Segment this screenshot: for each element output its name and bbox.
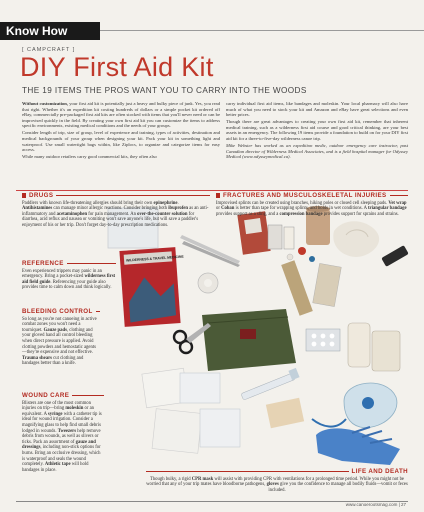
author-credit: Mike Webster has worked as an expedition medic, outdoor emergency care instructor, past Canadian director of Wilderness Medical Associates, and is a field hospital manager for Odyssey Medical (www.odysseymedical.ca). [226,143,408,160]
heading-rule [146,471,349,472]
kicker: [ CAMPCRAFT ] [22,47,76,53]
first-aid-kit-photo [90,205,416,470]
reference-section [19,259,119,293]
heading-rule [96,311,100,312]
wound-body: Blisters are one of the most common injuries on trip—bring moleskin or an equivalent. A syringe with a catheter tip is ideal for wound irrigation. Consider a magnifying glass to help find small debris lodged in wounds. Tweezers help remove debris from wounds, as well as slivers or ticks. Pack an assortment of gauze and dressings, including non-stick options for burns. Bring an occlusive dressing, which is waterproof and seals the wound completely. Athletic tape will hold bandages in place. [22,400,102,473]
intro-paragraph-1: Without customization, your first aid kit is potentially just a heavy and bulky piece of junk. Yes, you read that right. Whether it's an expedition kit costing hundreds of dollars or a simple pocket kit ordered off eBay, commercially pre-packaged first aid kits are often stocked with items that you'll never need or can be improvised quickly in the field. By creating your own first aid kit you can customize the items to address specific environments, existing medical conditions and the needs of your groups. [22,101,221,129]
wilderness-medicine-book [119,247,184,327]
fractures-heading: FRACTURES AND MUSCULOSKELETAL INJURIES [223,192,387,199]
intro-column-left [22,101,220,161]
bleeding-heading: BLEEDING CONTROL [22,308,93,315]
section-divider [16,190,408,191]
page-title: DIY First Aid Kit [20,52,214,82]
heading-rule [72,395,104,396]
fractures-section [216,193,408,217]
reference-heading: REFERENCE [22,260,64,267]
page-footer: www.canoerootsmag.com | 27 [345,502,406,507]
reference-heading-row [22,261,116,267]
heading-marker-icon [216,193,220,198]
pill-blister [306,329,340,351]
drugs-heading-row [22,193,210,199]
intro-paragraph-2: Consider length of trip, size of group, level of experience and training, types of activities, destination and medical backgrounds of your group when designing your kit. Pack your kit in something light and waterproof. Use small watertight bags within, like Ziplocs, to organize and categorize items for easy access. [22,130,220,153]
heading-marker-icon [22,193,26,198]
first-aid-items-illustration [90,205,416,470]
heading-rule [67,263,116,264]
life-heading: LIFE AND DEATH [351,468,408,475]
heading-rule [56,195,210,196]
bleeding-section [19,307,103,369]
section-tab [0,22,100,40]
life-and-death-section [146,469,408,493]
heading-rule [390,195,408,196]
green-first-aid-bag [202,309,296,371]
drugs-body: Paddlers with known life-threatening allergies should bring their own epinephrine. Antihistamines can manage minor allergic reactions. Consider bringing both ibuprofen as an anti-inflammatory and acetaminophen for pain management. An over-the-counter solution for diarrhea, acid reflux and nausea or vomiting won't save anyone's life, but will save a paddler's enjoyment of his or her trip. Don't forget day-to-day prescription medications. [22,200,209,228]
bleeding-body: So long as you're not canoeing in active combat zones you won't need a tourniquet. Gauze pads, clothing and your gloved hand all control bleeding when direct pressure is applied. Avoid clotting powders and hemostatic agents—they're expensive and not effective. Trauma shears cut clothing and bandages better than a knife. [22,316,97,367]
intro-lead: Without customization, [22,101,68,106]
reference-body: Even experienced trippers may panic in an emergency. Bring a pocket-sized wilderness first aid field guide. Referencing your guide also provides time to calm down and think logically. [22,268,116,291]
fractures-heading-row [216,193,408,199]
page-subtitle: THE 19 ITEMS THE PROS WANT YOU TO CARRY INTO THE WOODS [22,86,307,95]
wound-heading: WOUND CARE [22,392,70,399]
top-rule [100,30,424,31]
drugs-section [22,193,210,229]
life-heading-row [146,469,408,475]
wound-heading-row [22,393,104,399]
wound-care-section [19,391,107,475]
book-cover-title: WILDERNESS & TRAVEL MEDICINE [125,254,184,263]
drugs-heading: DRUGS [29,192,54,199]
intro-paragraph-4: carry individual first aid items, like bandages and moleskin. Your local pharmacy will also have much of what you need to stock your kit and Amazon and eBay have great selections and even better prices. [226,101,408,118]
intro-column-right [226,101,408,161]
intro-paragraph-5: Though there are great advantages to creating your own first aid kit, remember that inherent medical training, such as a wilderness first aid course and good critical thinking, are your best assets in an emergency. The following 19 items provide a foundation to build on for your DIY first aid kit for a three-to-five-day wilderness canoe trip. [226,119,408,142]
fractures-body: Improvised splints can be created using branches, hiking poles or closed cell sleeping pads. Vet wrap or Coban is better than tape for wrapping splints, and holds in wet conditions. A triangular bandage provides support as a sling, and a compression bandage provides support for sprains and strains. [216,200,407,217]
bleeding-heading-row [22,309,100,315]
section-tab-label: Know How [6,24,68,38]
life-body: Though bulky, a rigid CPR mask will assist with providing CPR with ventilations for a prolonged time period. While you might not be worried that any of your trip mates have bloodborne pathogens, gloves give you the confidence to manage all bodily fluids—vomit or feces included. [146,476,408,493]
intro-paragraph-3: While many outdoor retailers carry good commercial kits, they often also [22,154,157,160]
